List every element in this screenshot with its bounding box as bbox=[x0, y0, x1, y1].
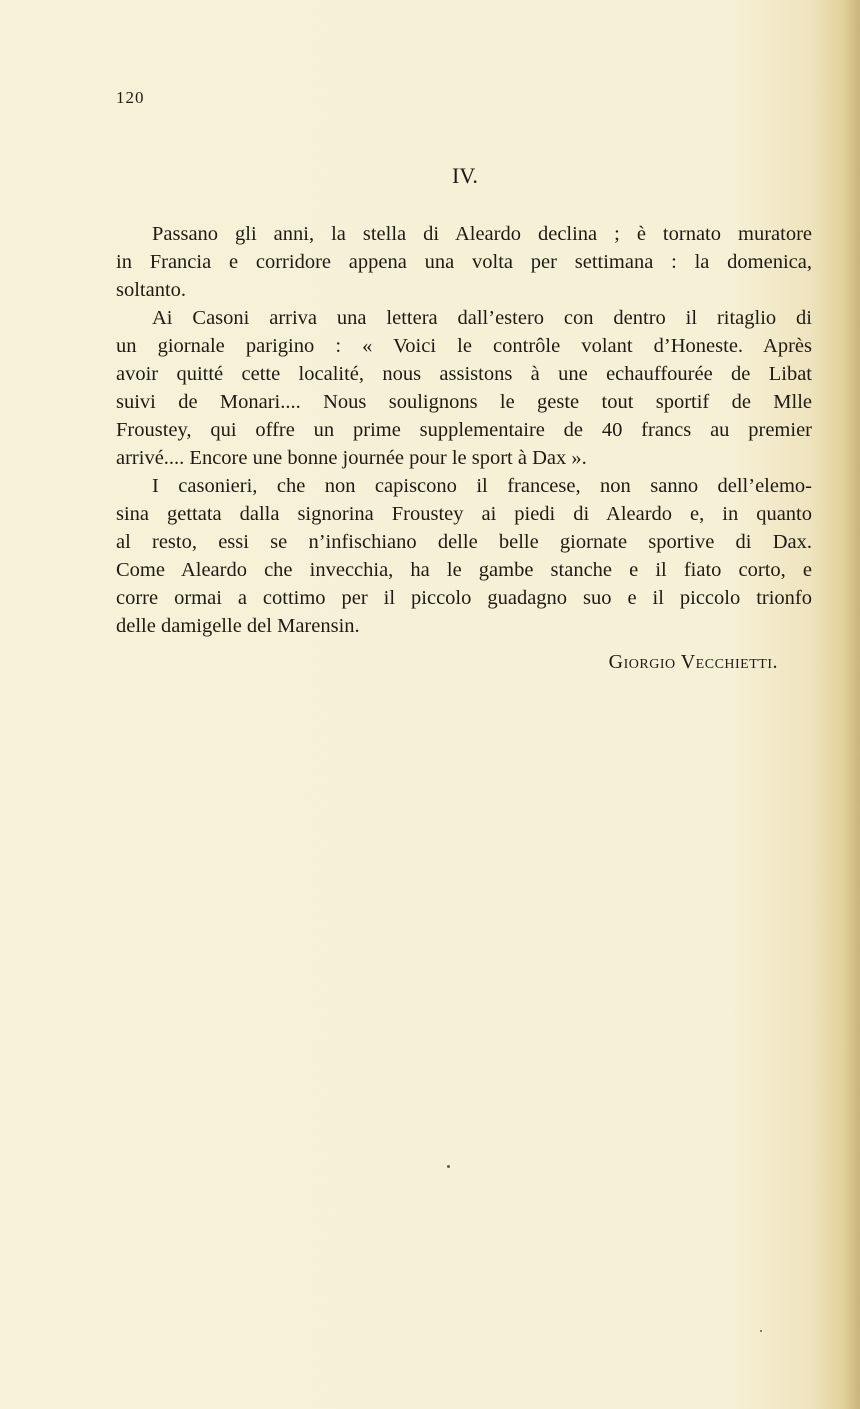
text-line: arrivé.... Encore une bonne journée pour le sport à Dax ». bbox=[116, 447, 587, 469]
text-line: corre ormai a cottimo per il piccolo guadagno suo e il piccolo trionfo bbox=[116, 587, 812, 609]
paper-speck bbox=[447, 1165, 450, 1168]
text-line: al resto, essi se n’infischiano delle belle giornate sportive di Dax. bbox=[116, 531, 812, 553]
text-line: Ai Casoni arriva una lettera dall’estero con dentro il ritaglio di bbox=[152, 307, 812, 329]
paper-speck bbox=[760, 1330, 762, 1332]
text-line: Come Aleardo che invecchia, ha le gambe stanche e il fiato corto, e bbox=[116, 559, 812, 581]
text-line: in Francia e corridore appena una volta per settimana : la domenica, bbox=[116, 251, 812, 273]
section-heading: IV. bbox=[452, 163, 478, 188]
text-line: Froustey, qui offre un prime supplementaire de 40 francs au premier bbox=[116, 419, 812, 441]
body-text bbox=[116, 220, 812, 640]
text-line: avoir quitté cette localité, nous assistons à une echauffourée de Libat bbox=[116, 363, 812, 385]
text-line: sina gettata dalla signorina Froustey ai piedi di Aleardo e, in quanto bbox=[116, 503, 812, 525]
text-line: un giornale parigino : « Voici le contrôle volant d’Honeste. Après bbox=[116, 335, 812, 357]
text-line: soltanto. bbox=[116, 279, 187, 301]
page-number: 120 bbox=[116, 88, 145, 107]
text-line: Passano gli anni, la stella di Aleardo declina ; è tornato muratore bbox=[152, 223, 812, 245]
author-signature: Giorgio Vecchietti. bbox=[608, 651, 778, 673]
text-line: I casonieri, che non capiscono il francese, non sanno dell’elemo- bbox=[152, 475, 812, 497]
text-line: suivi de Monari.... Nous soulignons le geste tout sportif de Mlle bbox=[116, 391, 812, 413]
text-line: delle damigelle del Marensin. bbox=[116, 615, 360, 637]
